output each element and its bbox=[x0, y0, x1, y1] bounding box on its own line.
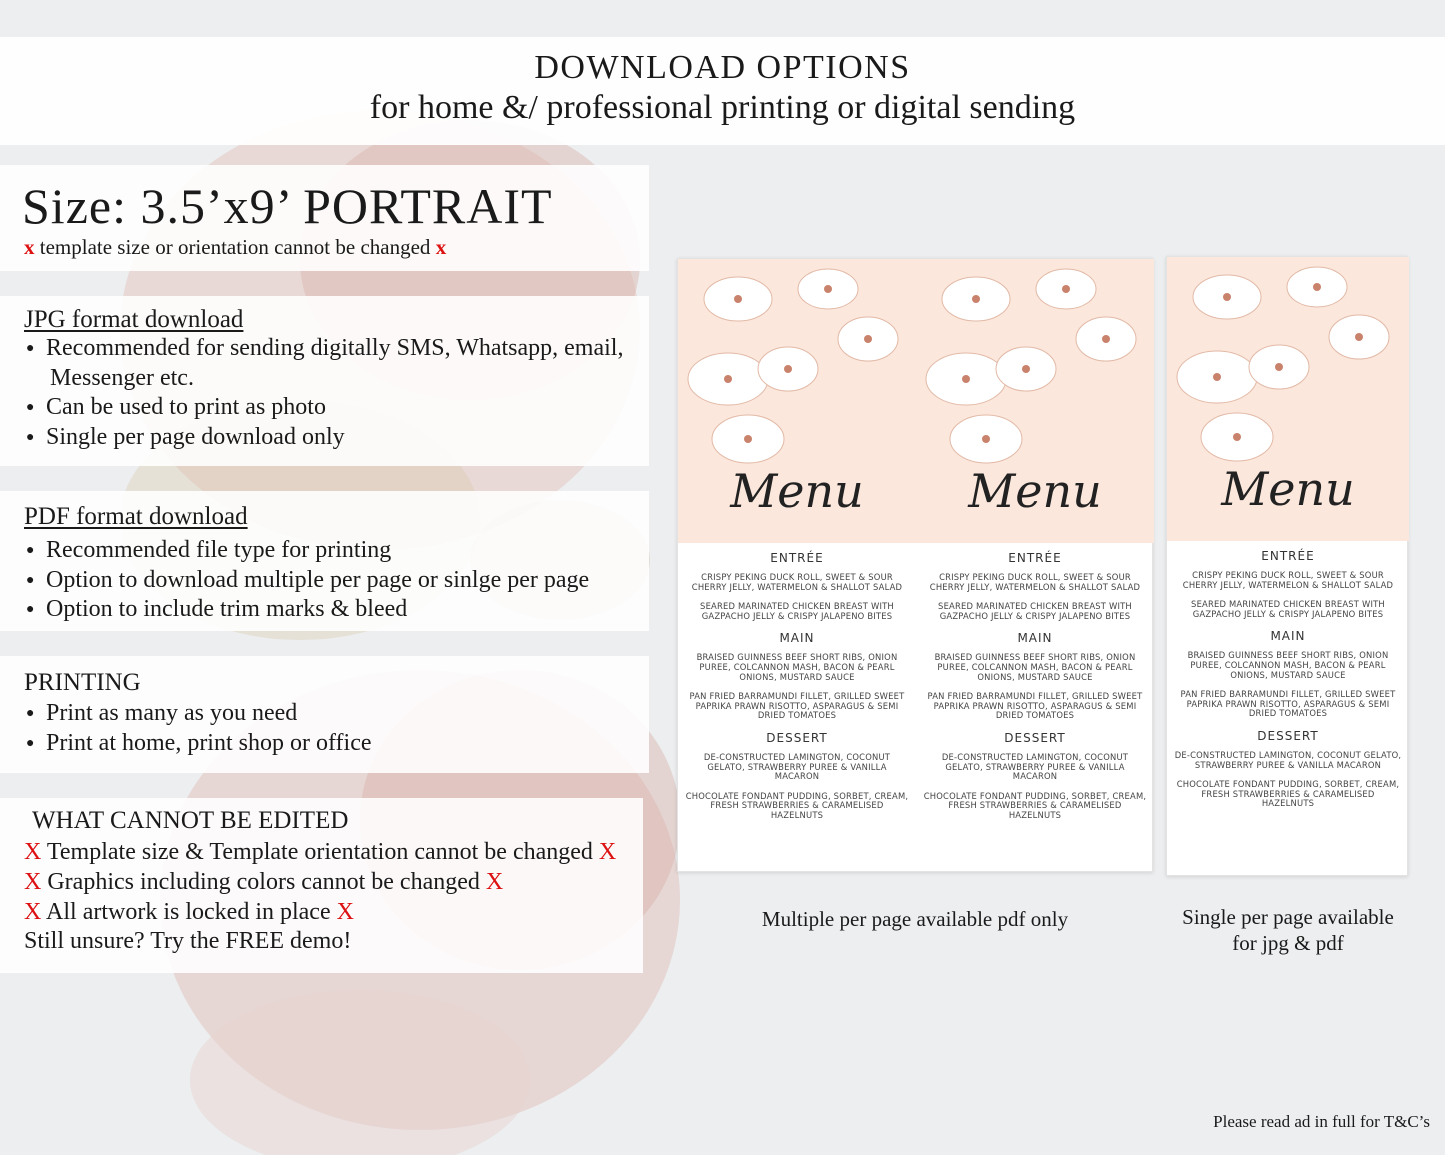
x-mark-icon: x bbox=[435, 235, 447, 259]
demo-prompt: Still unsure? Try the FREE demo! bbox=[24, 928, 352, 955]
x-mark-icon: X bbox=[485, 868, 504, 895]
menu-body: ENTRÉE CRISPY PEKING DUCK ROLL, SWEET & SOUR CHERRY JELLY, WATERMELON & SHALLOT SALAD SEARED MARINATED CHICKEN BREAST WITH GAZPACHO JELLY & CRISPY JALAPENO BITES MAIN BRAISED GUINNESS BEEF SHORT RIBS, ONION PUREE, COLCANNON MASH, BACON & PEARL ONIONS, MUSTARD SAUCE PAN FRIED BARRAMUNDI FILLET, GRILLED SWEET PAPRIKA PRAWN RISOTTO, ASPARAGUS & SEMI DRIED TOMATOES DESSERT DE-CONSTRUCTED LAMINGTON, COCONUT GELATO, STRAWBERRY PUREE & VANILLA MACARON CHOCOLATE FONDANT PUDDING, SORBET, CREAM, FRESH STRAWBERRIES & CARAMELISED HAZELNUTS bbox=[685, 551, 909, 820]
printing-bullet-list bbox=[24, 699, 372, 758]
header-band bbox=[0, 37, 1445, 145]
size-note bbox=[24, 235, 446, 260]
x-mark-icon: x bbox=[24, 235, 35, 259]
x-mark-icon: X bbox=[598, 839, 617, 865]
menu-script-title: Menu bbox=[730, 464, 864, 518]
x-mark-icon: X bbox=[24, 898, 42, 925]
jpg-bullet-list bbox=[24, 334, 623, 453]
list-item: ● Option to include trim marks & bleed bbox=[24, 595, 589, 625]
menu-script-title: Menu bbox=[1221, 462, 1355, 516]
size-note-text: template size or orientation cannot be changed bbox=[39, 235, 431, 259]
multi-per-page-caption: Multiple per page available pdf only bbox=[761, 907, 1069, 931]
not-editable-heading: WHAT CANNOT BE EDITED bbox=[32, 807, 349, 834]
not-editable-panel bbox=[0, 798, 643, 973]
x-mark-icon: X bbox=[336, 898, 354, 925]
list-item: ● Recommended file type for printing bbox=[24, 536, 589, 566]
menu-card bbox=[1167, 257, 1409, 875]
list-item: X All artwork is locked in place X bbox=[24, 898, 354, 925]
printing-panel bbox=[0, 656, 649, 773]
single-per-page-card bbox=[1166, 256, 1408, 876]
pdf-panel bbox=[0, 491, 649, 631]
printing-heading: PRINTING bbox=[24, 669, 141, 696]
page-subtitle: for home &/ professional printing or digital sending bbox=[369, 89, 1076, 126]
menu-card bbox=[916, 259, 1154, 871]
x-mark-icon: X bbox=[24, 868, 42, 895]
x-mark-icon: X bbox=[24, 839, 42, 865]
list-item: ● Single per page download only bbox=[24, 423, 623, 453]
list-item: ● Print at home, print shop or office bbox=[24, 729, 372, 759]
menu-card bbox=[678, 259, 916, 871]
menu-body: ENTRÉE CRISPY PEKING DUCK ROLL, SWEET & SOUR CHERRY JELLY, WATERMELON & SHALLOT SALAD SEARED MARINATED CHICKEN BREAST WITH GAZPACHO JELLY & CRISPY JALAPENO BITES MAIN BRAISED GUINNESS BEEF SHORT RIBS, ONION PUREE, COLCANNON MASH, BACON & PEARL ONIONS, MUSTARD SAUCE PAN FRIED BARRAMUNDI FILLET, GRILLED SWEET PAPRIKA PRAWN RISOTTO, ASPARAGUS & SEMI DRIED TOMATOES DESSERT DE-CONSTRUCTED LAMINGTON, COCONUT GELATO, STRAWBERRY PUREE & VANILLA MACARON CHOCOLATE FONDANT PUDDING, SORBET, CREAM, FRESH STRAWBERRIES & CARAMELISED HAZELNUTS bbox=[923, 551, 1147, 820]
list-item: ● Can be used to print as photo bbox=[24, 393, 623, 423]
terms-footnote: Please read ad in full for T&C’s bbox=[1213, 1112, 1430, 1131]
list-item: X Template size & Template orientation cannot be changed X bbox=[24, 839, 617, 865]
list-item: X Graphics including colors cannot be changed X bbox=[24, 868, 504, 895]
size-panel bbox=[0, 165, 649, 271]
multi-per-page-sheet bbox=[677, 258, 1153, 872]
size-title: Size: 3.5’x9’ PORTRAIT bbox=[22, 178, 553, 234]
pdf-bullet-list bbox=[24, 536, 589, 625]
list-item: Messenger etc. bbox=[50, 364, 194, 391]
menu-body: ENTRÉE CRISPY PEKING DUCK ROLL, SWEET & SOUR CHERRY JELLY, WATERMELON & SHALLOT SALAD SEARED MARINATED CHICKEN BREAST WITH GAZPACHO JELLY & CRISPY JALAPENO BITES MAIN BRAISED GUINNESS BEEF SHORT RIBS, ONION PUREE, COLCANNON MASH, BACON & PEARL ONIONS, MUSTARD SAUCE PAN FRIED BARRAMUNDI FILLET, GRILLED SWEET PAPRIKA PRAWN RISOTTO, ASPARAGUS & SEMI DRIED TOMATOES DESSERT DE-CONSTRUCTED LAMINGTON, COCONUT GELATO, STRAWBERRY PUREE & VANILLA MACARON CHOCOLATE FONDANT PUDDING, SORBET, CREAM, FRESH STRAWBERRIES & CARAMELISED HAZELNUTS bbox=[1174, 549, 1402, 809]
list-item: ● Recommended for sending digitally SMS, Whatsapp, email, bbox=[24, 334, 623, 364]
jpg-panel bbox=[0, 296, 649, 466]
list-item: ● Print as many as you need bbox=[24, 699, 372, 729]
not-editable-list bbox=[24, 838, 616, 957]
menu-script-title: Menu bbox=[968, 464, 1102, 518]
single-per-page-caption: Single per page available for jpg & pdf bbox=[1182, 905, 1394, 955]
page-title: DOWNLOAD OPTIONS bbox=[534, 49, 911, 86]
jpg-heading: JPG format download bbox=[24, 306, 244, 333]
pdf-heading: PDF format download bbox=[24, 503, 248, 530]
list-item: ● Option to download multiple per page or sinlge per page bbox=[24, 566, 589, 596]
